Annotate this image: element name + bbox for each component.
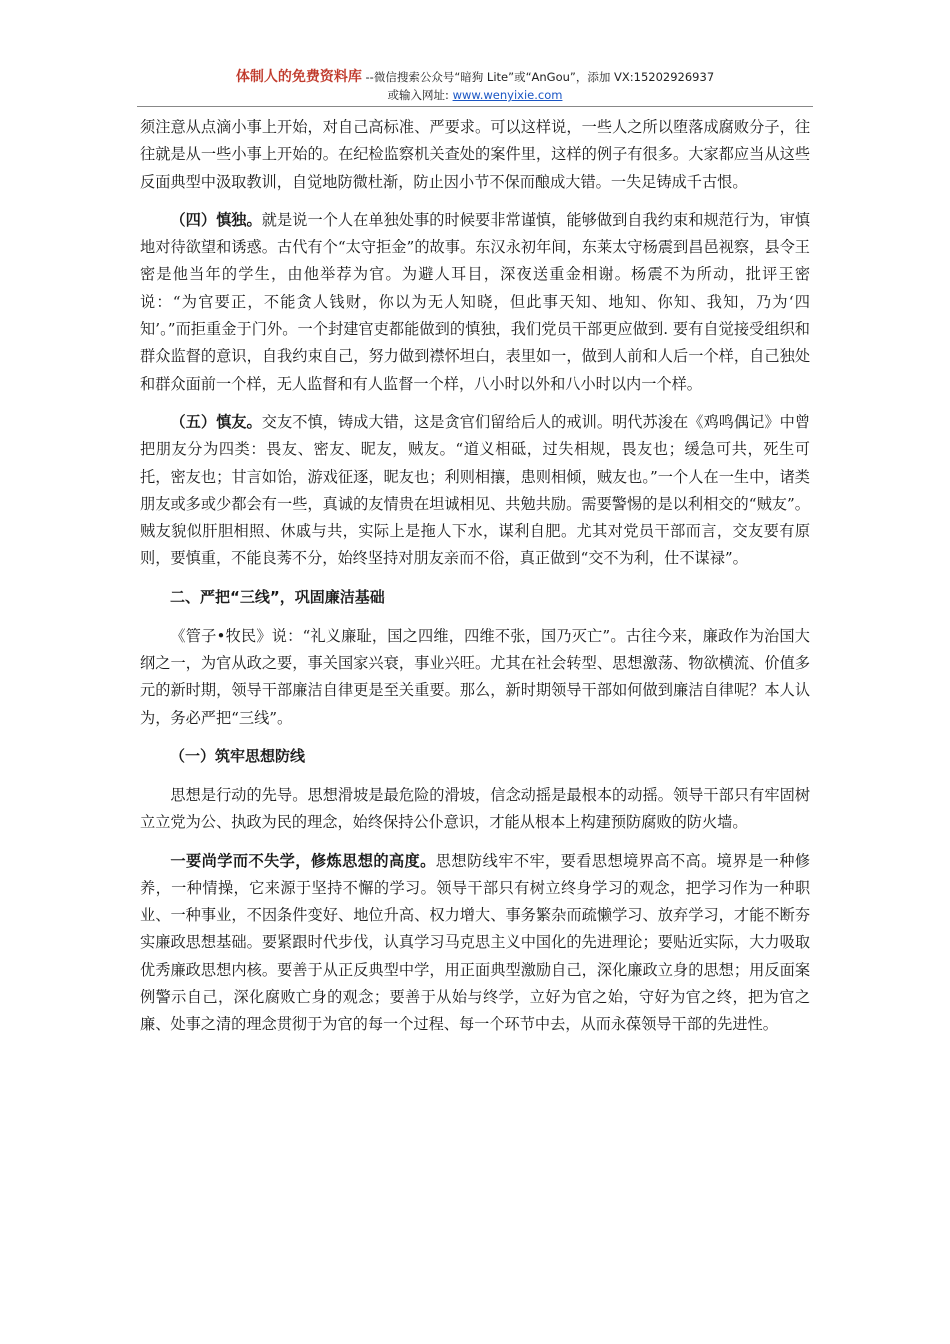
paragraph-lead: （五）慎友。 [170, 412, 262, 431]
header-divider [137, 106, 813, 107]
subsection-heading-thought-defense: （一）筑牢思想防线 [170, 746, 306, 765]
page-header [137, 68, 813, 104]
paragraph-shenyou [140, 409, 810, 573]
paragraph-text: 就是说一个人在单独处事的时候要非常谨慎，能够做到自我约束和规范行为，审慎地对待欲望和诱惑。古代有个“太守拒金”的故事。东汉永初年间，东莱太守杨震到昌邑视察，县令王密是他当年的学生，由他举荐为官。为避人耳目，深夜送重金相谢。杨震不为所动，批评王密说：“为官要正，不能贪人钱财，你以为无人知晓，但此事天知、地知、你知、我知，乃为‘四知’。”而拒重金于门外。一个封建官吏都能做到的慎独，我们党员干部更应做到. 要有自觉接受组织和群众监督的意识，自我约束自己，努力做到襟怀坦白，表里如一，做到人前和人后一个样，自己独处和群众面前一个样，无人监督和有人监督一个样，八小时以外和八小时以内一个样。 [140, 210, 811, 393]
header-contact-info: --微信搜索公众号“暗狗 Lite”或“AnGou”，添加 VX:15202926937 [361, 70, 715, 84]
section-heading-three-lines: 二、严把“三线”，巩固廉洁基础 [170, 587, 385, 606]
brand-title: 体制人的免费资料库 [235, 69, 362, 85]
document-body [140, 114, 810, 1050]
paragraph-text: 交友不慎，铸成大错，这是贪官们留给后人的戒训。明代苏浚在《鸡鸣偶记》中曾把朋友分为四类：畏友、密友、昵友，贼友。“道义相砥，过失相规，畏友也；缓急可共，死生可托，密友也；甘言如饴，游戏征逐，昵友也；利则相攘，患则相倾，贼友也。”一个人在一生中，诸类朋友或多或少都会有一些，真诚的友情贵在坦诚相见、共勉共励。需要警惕的是以利相交的“贼友”。贼友貌似肝胆相照、休戚与共，实际上是拖人下水，谋利自肥。尤其对党员干部而言，交友要有原则，要慎重，不能良莠不分，始终坚持对朋友亲而不俗，真正做到“交不为利，仕不谋禄”。 [140, 412, 811, 568]
header-banner [137, 68, 813, 86]
url-prefix: 或输入网址: [387, 88, 453, 102]
paragraph-guanzi: 《管子•牧民》说：“礼义廉耻，国之四维，四维不张，国乃灭亡”。古往今来，廉政作为治国大纲之一，为官从政之要，事关国家兴衰，事业兴旺。尤其在社会转型、思想激荡、物欲横流、价值多元的新时期，领导干部廉洁自律更是至关重要。那么，新时期领导干部如何做到廉洁自律呢？本人认为，务必严把“三线”。 [140, 626, 810, 727]
header-url-line [137, 86, 813, 104]
paragraph-learning [140, 848, 810, 1039]
paragraph-text: 思想防线牢不牢，要看思想境界高不高。境界是一种修养，一种情操，它来源于坚持不懈的学习。领导干部只有树立终身学习的观念，把学习作为一种职业、一种事业，不因条件变好、地位升高、权力增大、事务繁杂而疏懒学习、放弃学习，才能不断夯实廉政思想基础。要紧跟时代步伐，认真学习马克思主义中国化的先进理论；要贴近实际，大力吸取优秀廉政思想内核。要善于从正反典型中学，用正面典型激励自己，深化廉政立身的思想；用反面案例警示自己，深化腐败亡身的观念；要善于从始与终学，立好为官之始，守好为官之终，把为官之廉、处事之清的理念贯彻于为官的每一个过程、每一个环节中去，从而永葆领导干部的先进性。 [140, 851, 811, 1034]
paragraph-text: 须注意从点滴小事上开始，对自己高标准、严要求。可以这样说，一些人之所以堕落成腐败分子，往往就是从一些小事上开始的。在纪检监察机关查处的案件里，这样的例子有很多。大家都应当从这些反面典型中汲取教训，自觉地防微杜渐，防止因小节不保而酿成大错。一失足铸成千古恨。 [140, 118, 810, 191]
website-link[interactable]: www.wenyixie.com [452, 88, 563, 102]
paragraph-continuation [140, 114, 810, 196]
paragraph-shendu [140, 207, 810, 398]
paragraph-lead: 一要尚学而不失学，修炼思想的高度。 [170, 851, 436, 870]
paragraph-lead: （四）慎独。 [170, 210, 262, 229]
paragraph-thought: 思想是行动的先导。思想滑坡是最危险的滑坡，信念动摇是最根本的动摇。领导干部只有牢固树立立党为公、执政为民的理念，始终保持公仆意识，才能从根本上构建预防腐败的防火墙。 [140, 785, 810, 832]
